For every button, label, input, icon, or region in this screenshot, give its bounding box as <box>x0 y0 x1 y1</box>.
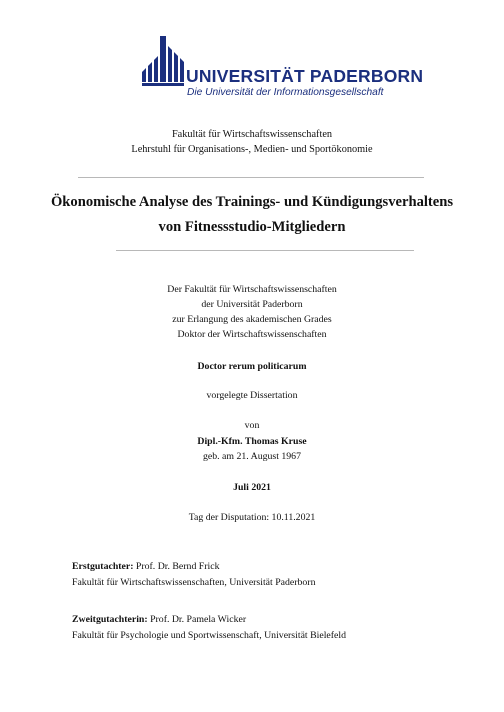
disputation-date: Tag der Disputation: 10.11.2021 <box>188 512 316 523</box>
thesis-title-line-1: Ökonomische Analyse des Trainings- und Kündigungsverhaltens <box>50 194 454 210</box>
submission-line-2: der Universität Paderborn <box>201 299 303 310</box>
first-reviewer-affiliation: Fakultät für Wirtschaftswissenschaften, Universität Paderborn <box>72 577 316 588</box>
faculty-name: Fakultät für Wirtschaftswissenschaften <box>171 129 333 140</box>
submission-line-1: Der Fakultät für Wirtschaftswissenschaften <box>167 284 337 295</box>
degree-title: Doctor rerum politicarum <box>197 361 307 372</box>
chair-name: Lehrstuhl für Organisations-, Medien- und Sportökonomie <box>131 144 373 155</box>
university-logo <box>142 36 424 102</box>
author-birth: geb. am 21. August 1967 <box>203 451 301 462</box>
first-reviewer <box>72 559 219 575</box>
thesis-title-line-2: von Fitnessstudio-Mitgliedern <box>158 219 346 235</box>
submission-line-4: Doktor der Wirtschaftswissenschaften <box>177 329 327 340</box>
university-emblem-icon <box>142 36 188 88</box>
divider-top <box>78 177 424 178</box>
logo-tagline: Die Universität der Informationsgesellschaft <box>187 87 384 98</box>
first-reviewer-name: Prof. Dr. Bernd Frick <box>133 561 220 572</box>
second-reviewer <box>72 612 246 628</box>
second-reviewer-name: Prof. Dr. Pamela Wicker <box>147 614 247 625</box>
logo-university-name: UNIVERSITÄT PADERBORN <box>186 66 424 86</box>
second-reviewer-affiliation: Fakultät für Psychologie und Sportwissenschaft, Universität Bielefeld <box>72 630 346 641</box>
divider-bottom <box>116 250 414 251</box>
presented-text: vorgelegte Dissertation <box>206 390 298 401</box>
by-text: von <box>244 420 260 431</box>
author-name: Dipl.-Kfm. Thomas Kruse <box>197 436 307 447</box>
submission-line-3: zur Erlangung des akademischen Grades <box>172 314 332 325</box>
submission-date: Juli 2021 <box>233 482 271 493</box>
second-reviewer-label: Zweitgutachterin: <box>72 614 148 625</box>
first-reviewer-label: Erstgutachter: <box>72 561 134 572</box>
